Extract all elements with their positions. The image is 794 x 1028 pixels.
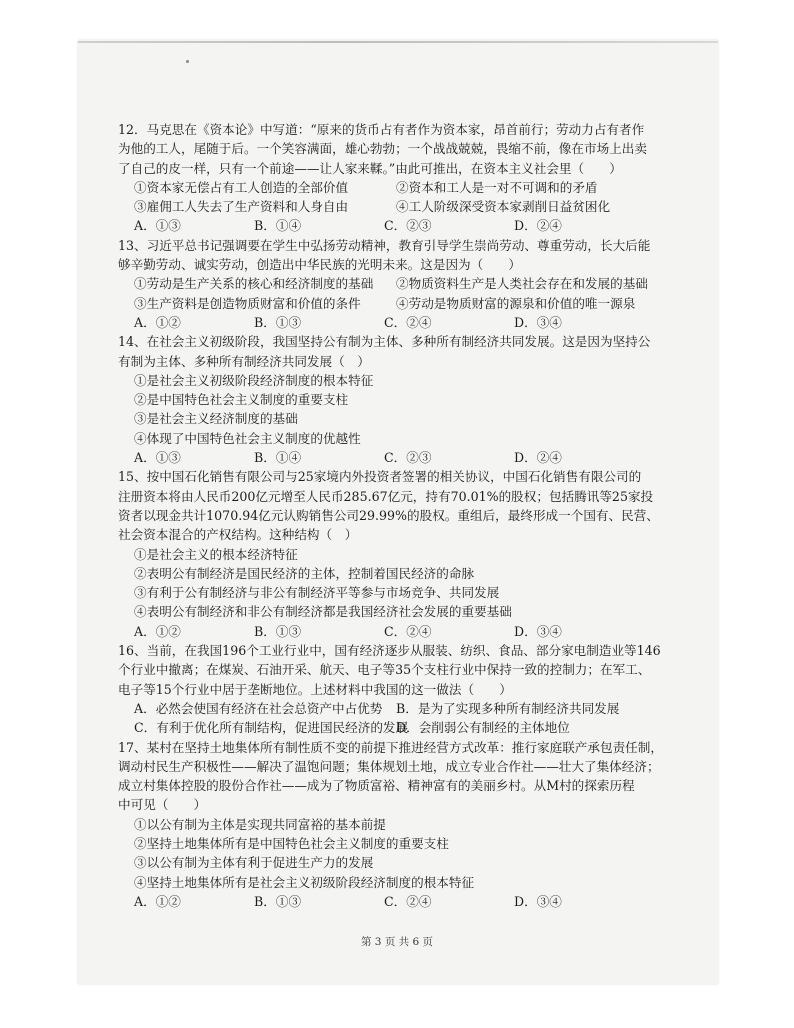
option-a[interactable]: A．必然会使国有经济在社会总资产中占优势: [134, 700, 383, 716]
question-13-stem-1: 13、习近平总书记强调要在学生中弘扬劳动精神，教育引导学生崇尚劳动、尊重劳动，长大后能: [118, 237, 651, 253]
statement-3: ③是社会主义经济制度的基础: [134, 411, 298, 427]
question-13-statements-row-1: [118, 274, 666, 293]
option-c[interactable]: C．②④: [384, 893, 432, 909]
option-b[interactable]: B．①③: [254, 623, 302, 639]
option-a[interactable]: A．①②: [134, 893, 181, 909]
option-c[interactable]: C．②③: [384, 218, 432, 234]
question-content: [118, 120, 666, 911]
question-15-stem-1: 15、按中国石化销售有限公司与25家境内外投资者签署的相关协议，中国石化销售有限公司的: [118, 469, 642, 485]
question-15-options: [118, 622, 666, 641]
statement-4: ④坚持土地集体所有是社会主义初级阶段经济制度的根本特征: [134, 874, 475, 890]
question-17-stem-3: 成立村集体控股的股份合作社——成为了物质富裕、精神富有的美丽乡村。从M村的探索历程: [118, 778, 635, 794]
option-b[interactable]: B．①③: [254, 314, 302, 330]
question-12-statements-row-2: [118, 197, 666, 216]
question-17-stem-2: 调动村民生产积极性——解决了温饱问题；集体规划土地，成立专业合作社——壮大了集体经济；: [118, 758, 660, 774]
option-b[interactable]: B．①③: [254, 893, 302, 909]
option-d[interactable]: D．③④: [514, 623, 562, 639]
question-12-stem-1: 12．马克思在《资本论》中写道：“原来的货币占有者作为资本家，昂首前行；劳动力占有者作: [118, 122, 645, 137]
option-a[interactable]: A．①③: [134, 450, 181, 466]
option-d[interactable]: D．会削弱公有制经的主体地位: [396, 720, 570, 736]
option-c[interactable]: C．②④: [384, 623, 432, 639]
question-17-stem-4: 中可见（ ）: [118, 797, 207, 813]
option-a[interactable]: A．①②: [134, 623, 181, 639]
statement-3: ③以公有制为主体有利于促进生产力的发展: [134, 855, 374, 871]
option-d[interactable]: D．②④: [514, 218, 562, 234]
statement-2: ②物质资料生产是人类社会存在和发展的基础: [396, 276, 648, 292]
statement-4: ④表明公有制经济和非公有制经济都是我国经济社会发展的重要基础: [134, 604, 512, 620]
statement-1: ①资本家无偿占有工人创造的全部价值: [134, 179, 349, 195]
statement-4: ④工人阶级深受资本家剥削日益贫困化: [396, 199, 611, 215]
option-b[interactable]: B．①④: [254, 450, 302, 466]
question-16-stem-1: 16、当前，在我国196个工业行业中，国有经济逐步从服装、纺织、食品、部分家电制造业等146: [118, 643, 661, 659]
question-12-stem-2: 为他的工人，尾随于后。一个笑容满面，雄心勃勃；一个战战兢兢，畏缩不前，像在市场上出卖: [118, 141, 647, 157]
statement-4: ④劳动是物质财富的源泉和价值的唯一源泉: [396, 295, 636, 311]
page-number: 第 3 页 共 6 页: [360, 936, 434, 948]
option-c[interactable]: C．有利于优化所有制结构，促进国民经济的发展: [134, 720, 409, 736]
question-14-stem-2: 有制为主体、多种所有制经济共同发展（ ）: [118, 353, 370, 369]
question-16-stem-2: 个行业中撤离；在煤炭、石油开采、航天、电子等35个支柱行业中保持一致的控制力；在军工、: [118, 662, 651, 678]
statement-2: ②坚持土地集体所有是中国特色社会主义制度的重要支柱: [134, 835, 449, 851]
statement-3: ③有利于公有制经济与非公有制经济平等参与市场竞争、共同发展: [134, 585, 500, 601]
question-15: [118, 467, 666, 641]
question-16-options-row-2: [118, 718, 666, 737]
option-c[interactable]: C．②③: [384, 450, 432, 466]
question-16-options-row-1: [118, 699, 666, 718]
question-13-statements-row-2: [118, 294, 666, 313]
question-15-stem-3: 资者以现金共计1070.94亿元认购销售公司29.99%的股权。重组后，最终形成一个国有、民营、: [118, 507, 659, 523]
question-14-stem-1: 14、在社会主义初级阶段，我国坚持公有制为主体、多种所有制经济共同发展。这是因为坚持公: [118, 334, 651, 350]
question-14-options: [118, 448, 666, 467]
statement-1: ①是社会主义初级阶段经济制度的根本特征: [134, 372, 374, 388]
question-13-options: [118, 313, 666, 332]
option-d[interactable]: D．③④: [514, 314, 562, 330]
option-c[interactable]: C．②④: [384, 314, 432, 330]
statement-2: ②是中国特色社会主义制度的重要支柱: [134, 392, 349, 408]
question-17: [118, 738, 666, 912]
question-13: [118, 236, 666, 332]
question-12-stem-3: 了自己的皮一样，只有一个前途——让人家来鞣。”由此可推出，在资本主义社会里（ ）: [118, 160, 622, 176]
option-d[interactable]: D．②④: [514, 450, 562, 466]
option-b[interactable]: B．①④: [254, 218, 302, 234]
statement-2: ②资本和工人是一对不可调和的矛盾: [396, 179, 598, 195]
question-17-stem-1: 17、某村在坚持土地集体所有制性质不变的前提下推进经营方式改革：推行家庭联产承包责任制，: [118, 739, 663, 755]
question-12-options: [118, 216, 666, 235]
question-16-stem-3: 电子等15个行业中居于垄断地位。上述材料中我国的这一做法（ ）: [118, 681, 512, 697]
statement-1: ①以公有制为主体是实现共同富裕的基本前提: [134, 816, 386, 832]
question-14: [118, 332, 666, 467]
statement-3: ③生产资料是创造物质财富和价值的条件: [134, 295, 361, 311]
option-a[interactable]: A．①②: [134, 314, 181, 330]
question-12: [118, 120, 666, 236]
statement-2: ②表明公有制经济是国民经济的主体，控制着国民经济的命脉: [134, 565, 475, 581]
statement-1: ①劳动是生产关系的核心和经济制度的基础: [134, 276, 374, 292]
question-16: [118, 641, 666, 737]
scan-speck: [186, 60, 189, 63]
statement-3: ③雇佣工人失去了生产资料和人身自由: [134, 199, 349, 215]
option-d[interactable]: D．③④: [514, 893, 562, 909]
scan-top-edge: [78, 41, 718, 43]
question-13-stem-2: 够辛勤劳动、诚实劳动，创造出中华民族的光明未来。这是因为（ ）: [118, 257, 521, 273]
question-12-statements-row-1: [118, 178, 666, 197]
statement-1: ①是社会主义的根本经济特征: [134, 546, 298, 562]
option-a[interactable]: A．①③: [134, 218, 181, 234]
question-15-stem-2: 注册资本将由人民币200亿元增至人民币285.67亿元，持有70.01%的股权；包括腾讯等25家投: [118, 488, 654, 504]
question-15-stem-4: 社会资本混合的产权结构。这种结构（ ）: [118, 527, 358, 543]
statement-4: ④体现了中国特色社会主义制度的优越性: [134, 430, 361, 446]
option-b[interactable]: B．是为了实现多种所有制经济共同发展: [396, 700, 620, 716]
question-17-options: [118, 892, 666, 911]
